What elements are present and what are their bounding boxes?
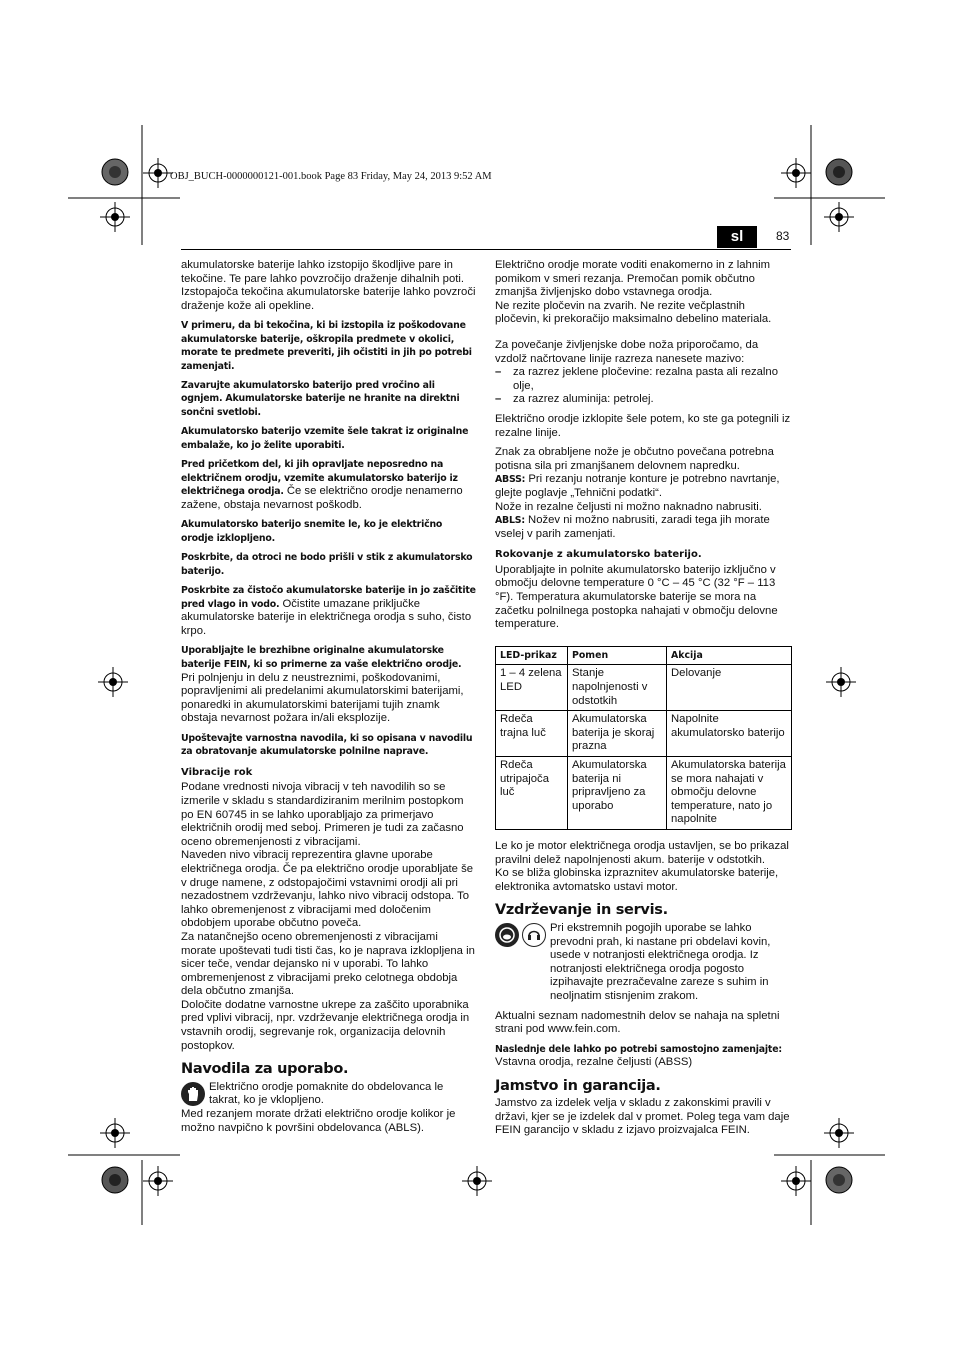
paragraph: akumulatorske baterije lahko izstopijo škodljive pare in tekočine. Te pare lahko povzročijo draženje dihalnih poti. Izstopajoča tekočina akumulatorske baterije lahko povzroči draženje kože ali opekline. xyxy=(181,259,476,312)
paragraph: Določite dodatne varnostne ukrepe za zaščito uporabnika pred vplivi vibracij, npr. vzdrževanje električnega orodja in vstavnih orodij, segrevanje rok, organizacija delovnih postopkov. xyxy=(181,998,470,1052)
warning: V primeru, da bi tekočina, ki bi izstopila iz poškodovane akumulatorske baterije, oškropila predmete v okolici, morate te predmete preveriti, jih očistiti in jih po potrebi zamenjati. xyxy=(181,320,472,372)
paragraph: Za natančnejšo oceno obremenjenosti z vibracijami morate upoštevati tudi tisti čas, ko je naprava izklopljena in sicer teče, vendar dejansko ni v uporabi. To lahko ombremenjenost z vibracijami preko celotnega obdobja dela občutno zmanjša. xyxy=(181,930,475,998)
page-number: 83 xyxy=(776,229,790,243)
paragraph: Znak za obrabljene nože je občutno povečana potrebna potisna sila pri zmanjšanem delovnem napredku. xyxy=(495,446,774,472)
registration-target-icon xyxy=(100,202,130,232)
table-cell: Akumulatorska baterija je skoraj prazna xyxy=(568,711,667,757)
right-column xyxy=(495,259,791,1144)
icon-group xyxy=(495,923,546,947)
warning: Akumulatorsko baterijo snemite le, ko je električno orodje izklopljeno. xyxy=(181,519,443,544)
registration-target-icon xyxy=(824,1118,854,1148)
registration-target-icon xyxy=(143,1166,173,1196)
paragraph: Električno orodje morate voditi enakomerno in z lahnim pomikom v smeri rezanja. Premočan pomik občutno zmanjša življenjsko dobo vstavnega orodja. xyxy=(495,259,771,299)
header-rule xyxy=(181,249,791,250)
color-registration-circle-icon xyxy=(825,1166,853,1194)
paragraph: Pri ekstremnih pogojih uporabe se lahko prevodni prah, ki nastane pri obdelavi kovin, usede v notranjosti električnega orodja. Iz notranjosti električnega orodja pogosto izpihavajte prezračevalne zareze s suhim in neoljnatim stisnjenim zrakom. xyxy=(550,921,771,1002)
battery-handling-heading: Rokovanje z akumulatorsko baterijo. xyxy=(495,549,702,561)
hearing-protection-icon xyxy=(522,923,546,947)
icon-group xyxy=(181,1082,205,1106)
paragraph xyxy=(495,514,791,541)
warning-rest: Pri polnjenju in delu z neustreznimi, poškodovanimi, popravljenimi ali predelanimi akumulatorskimi baterijami, ponaredki in akumulatorskimi baterijami tujih znamk obstaja nevarnost požara in/ali eksplozije. xyxy=(181,671,464,725)
face-mask-icon xyxy=(495,923,519,947)
column-header: LED-prikaz xyxy=(496,646,568,665)
abls-text: Nožev ni možno nabrusiti, zaradi tega jih morate vselej v parih zamenjati. xyxy=(495,514,770,540)
warning-bold: Uporabljajte le brezhibne originalne akumulatorske baterije FEIN, ki so primerne za vaše električno orodje. xyxy=(181,645,462,670)
paragraph: Električno orodje pomaknite do obdelovanca le takrat, ko je vklopljeno. xyxy=(209,1080,444,1107)
registration-target-icon xyxy=(462,1166,492,1196)
column-header: Pomen xyxy=(568,646,667,665)
color-registration-circle-icon xyxy=(825,158,853,186)
paragraph: Električno orodje izklopite šele potem, ko ste ga potegnili iz rezalne linije. xyxy=(495,412,791,439)
paragraph: Vstavna orodja, rezalne čeljusti (ABSS) xyxy=(495,1056,693,1069)
book-header-line: OBJ_BUCH-0000000121-001.book Page 83 Friday, May 24, 2013 9:52 AM xyxy=(170,171,492,182)
section-heading-warranty: Jamstvo in garancija. xyxy=(495,1077,661,1094)
section-heading-usage: Navodila za uporabo. xyxy=(181,1061,349,1078)
registration-target-icon xyxy=(826,667,856,697)
warning-bold: Poskrbite za čistočo akumulatorske baterije in jo zaščitite pred vlago in vodo. xyxy=(181,585,476,610)
vibration-heading: Vibracije rok xyxy=(181,766,253,778)
registration-target-icon xyxy=(781,1166,811,1196)
table-row xyxy=(496,665,792,711)
abss-text: Pri rezanju notranje konture je potrebno navrtanje, glejte poglavje „Tehnični podatki“. xyxy=(495,473,780,499)
column-header: Akcija xyxy=(667,646,792,665)
list-item-text: za razrez jeklene pločevine: rezalna pasta ali rezalno olje, xyxy=(513,366,778,392)
table-cell: Stanje napolnjenosti v odstotkih xyxy=(568,665,667,711)
paragraph: Naveden nivo vibracij reprezentira glavne uporabe električnega orodja. Če pa električno orodje uporabljate še v druge namene, z odstopajočimi vstavnimi orodji ali pri nezadostnem vzdrževanju, lahko nivo vibracij odstopa. To lahko obremenjenost z vibracijami med določenim obdobjem uporabe občutno poveča. xyxy=(181,849,474,930)
section-heading-maintenance: Vzdrževanje in servis. xyxy=(495,902,668,919)
dash-marker: – xyxy=(495,393,502,406)
color-registration-circle-icon xyxy=(101,1166,129,1194)
paragraph: Med rezanjem morate držati električno orodje kolikor je možno navpično k površini obdelovanca (ABLS). xyxy=(181,1108,456,1134)
hand-icon xyxy=(181,1082,205,1106)
warning: Akumulatorsko baterijo vzemite šele takrat iz originalne embalaže, ko jo želite uporabiti. xyxy=(181,426,469,451)
warning-rest: Očistite umazane priključke akumulatorske baterije in električnega orodja s suho, čisto krpo. xyxy=(181,597,472,637)
warning: Zavarujte akumulatorsko baterijo pred vročino ali ognjem. Akumulatorske baterije ne hranite na direktni sončni svetlobi. xyxy=(181,380,460,418)
paragraph: Ne rezite pločevin na zvarih. Ne rezite večplastnih pločevin, ki prekoračijo maksimalno debelino materiala. xyxy=(495,299,772,326)
registration-target-icon xyxy=(98,667,128,697)
abss-label: ABSS: xyxy=(495,474,526,486)
registration-target-icon xyxy=(781,158,811,188)
spare-parts-heading: Naslednje dele lahko po potrebi samostojno zamenjajte: xyxy=(495,1043,782,1055)
registration-target-icon xyxy=(143,158,173,188)
table-header-row xyxy=(496,646,792,665)
registration-target-icon xyxy=(824,202,854,232)
warning: Poskrbite, da otroci ne bodo prišli v stik z akumulatorsko baterijo. xyxy=(181,552,473,577)
paragraph: Aktualni seznam nadomestnih delov se nahaja na spletni strani pod www.fein.com. xyxy=(495,1009,780,1036)
warning-bold: Pred pričetkom del, ki jih opravljate neposredno na električnem orodju, vzemite akumulatorsko baterijo iz električnega orodja. xyxy=(181,459,458,498)
warning-mixed xyxy=(181,584,476,638)
paragraph: Nože in rezalne čeljusti ni možno naknadno nabrusiti. xyxy=(495,500,762,513)
led-table xyxy=(495,646,792,830)
warning-mixed xyxy=(181,458,476,512)
table-cell: Akumulatorska baterija se mora nahajati v območju delovne temperature, nato jo napolnite xyxy=(667,757,792,830)
table-cell: Akumulatorska baterija ni pripravljeno za uporabo xyxy=(568,757,667,830)
abls-label: ABLS: xyxy=(495,515,525,527)
color-registration-circle-icon xyxy=(101,158,129,186)
table-cell: Delovanje xyxy=(667,665,792,711)
warning-mixed xyxy=(181,644,476,726)
paragraph: Podane vrednosti nivoja vibracij v teh navodilih so se izmerile v skladu s standardiziranim merilnim postopkom po EN 60745 in se lahko uporabljajo za primerjavo električnih orodij med seboj. Primeren je tudi za začasno oceno obremenjenosti z vibracijami. xyxy=(181,781,464,848)
icon-instruction xyxy=(181,1081,476,1108)
paragraph: Ko se bliža globinska izpraznitev akumulatorske baterije, elektronika avtomatsko ustavi motor. xyxy=(495,867,779,893)
table-cell: 1 – 4 zelena LED xyxy=(496,665,568,711)
paragraph: Jamstvo za izdelek velja v skladu z zakonskimi pravili v državi, kjer se je izdelek dal v promet. Poleg tega vam daje FEIN garancijo v skladu z izjavo proizvajalca FEIN. xyxy=(495,1097,790,1137)
warning: Upoštevajte varnostna navodila, ki so opisana v navodilu za obratovanje akumulatorske polnilne naprave. xyxy=(181,732,473,758)
table-row xyxy=(496,757,792,830)
table-cell: Rdeča trajna luč xyxy=(496,711,568,757)
dash-marker: – xyxy=(495,366,502,379)
table-cell: Rdeča utripajoča luč xyxy=(496,757,568,830)
paragraph: Le ko je motor električnega orodja ustavljen, se bo prikazal pravilni delež napolnjenosti akum. baterije v odstotkih. xyxy=(495,839,789,866)
icon-instruction xyxy=(495,922,791,1004)
warning-rest: Če se električno orodje nenamerno zažene, obstaja nevarnost poškodb. xyxy=(181,485,463,511)
registration-target-icon xyxy=(100,1118,130,1148)
table-cell: Napolnite akumulatorsko baterijo xyxy=(667,711,792,757)
list-item-text: za razrez aluminija: petrolej. xyxy=(513,393,654,406)
language-badge: sl xyxy=(717,226,757,248)
left-column xyxy=(181,259,476,1141)
list-item xyxy=(495,393,791,407)
paragraph xyxy=(495,473,791,500)
paragraph: Za povečanje življenjske dobe noža priporočamo, da vzdolž načrtovane linije razreza nanesete mazivo: xyxy=(495,338,759,365)
list-item xyxy=(495,366,791,393)
table-row xyxy=(496,711,792,757)
paragraph: Uporabljajte in polnite akumulatorsko baterijo izključno v območju delovne temperature 0 °C – 45 °C (32 °F – 113 °F). Temperatura akumulatorske baterije se mora na začetku polnilnega postopka nahajati v območju delovne temperature. xyxy=(495,563,778,631)
